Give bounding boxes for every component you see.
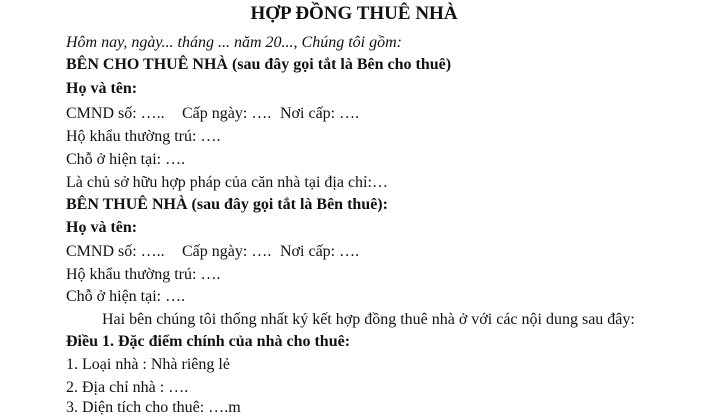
article1-item-house-type: 1. Loại nhà : Nhà riêng lẻ <box>66 356 230 373</box>
lessee-issue-date-label: Cấp ngày: …. <box>182 243 272 260</box>
lessor-id-row <box>0 104 708 124</box>
document-title: HỢP ĐỒNG THUÊ NHÀ <box>250 3 458 24</box>
agreement-line: Hai bên chúng tôi thống nhất ký kết hợp đồng thuê nhà ở với các nội dung sau đây: <box>102 311 635 328</box>
article1-item-area: 3. Diện tích cho thuê: ….m <box>66 399 241 416</box>
lessor-current-address-label: Chỗ ở hiện tại: …. <box>66 151 186 168</box>
lessor-id-label: CMND số: ….. <box>66 105 165 122</box>
lessor-issue-place-label: Nơi cấp: …. <box>280 105 360 122</box>
lessor-name-label: Họ và tên: <box>66 80 138 97</box>
lessee-name-label: Họ và tên: <box>66 219 138 236</box>
article1-item-address: 2. Địa chỉ nhà : …. <box>66 379 189 396</box>
intro-line: Hôm nay, ngày... tháng ... năm 20..., Chúng tôi gồm: <box>66 34 402 51</box>
lessor-owner-statement: Là chủ sở hữu hợp pháp của căn nhà tại địa chỉ:… <box>66 174 388 191</box>
lessor-issue-date-label: Cấp ngày: …. <box>182 105 272 122</box>
lessee-id-label: CMND số: ….. <box>66 243 165 260</box>
lessee-residence-label: Hộ khẩu thường trú: …. <box>66 266 221 283</box>
lessor-heading: BÊN CHO THUÊ NHÀ (sau đây gọi tắt là Bên cho thuê) <box>66 56 452 73</box>
lessee-heading: BÊN THUÊ NHÀ (sau đây gọi tắt là Bên thuê): <box>66 196 388 213</box>
article1-heading: Điều 1. Đặc điểm chính của nhà cho thuê: <box>66 333 351 350</box>
lessee-current-address-label: Chỗ ở hiện tại: …. <box>66 288 186 305</box>
lessor-residence-label: Hộ khẩu thường trú: …. <box>66 128 221 145</box>
lessee-id-row <box>0 242 708 262</box>
lessee-issue-place-label: Nơi cấp: …. <box>280 243 360 260</box>
